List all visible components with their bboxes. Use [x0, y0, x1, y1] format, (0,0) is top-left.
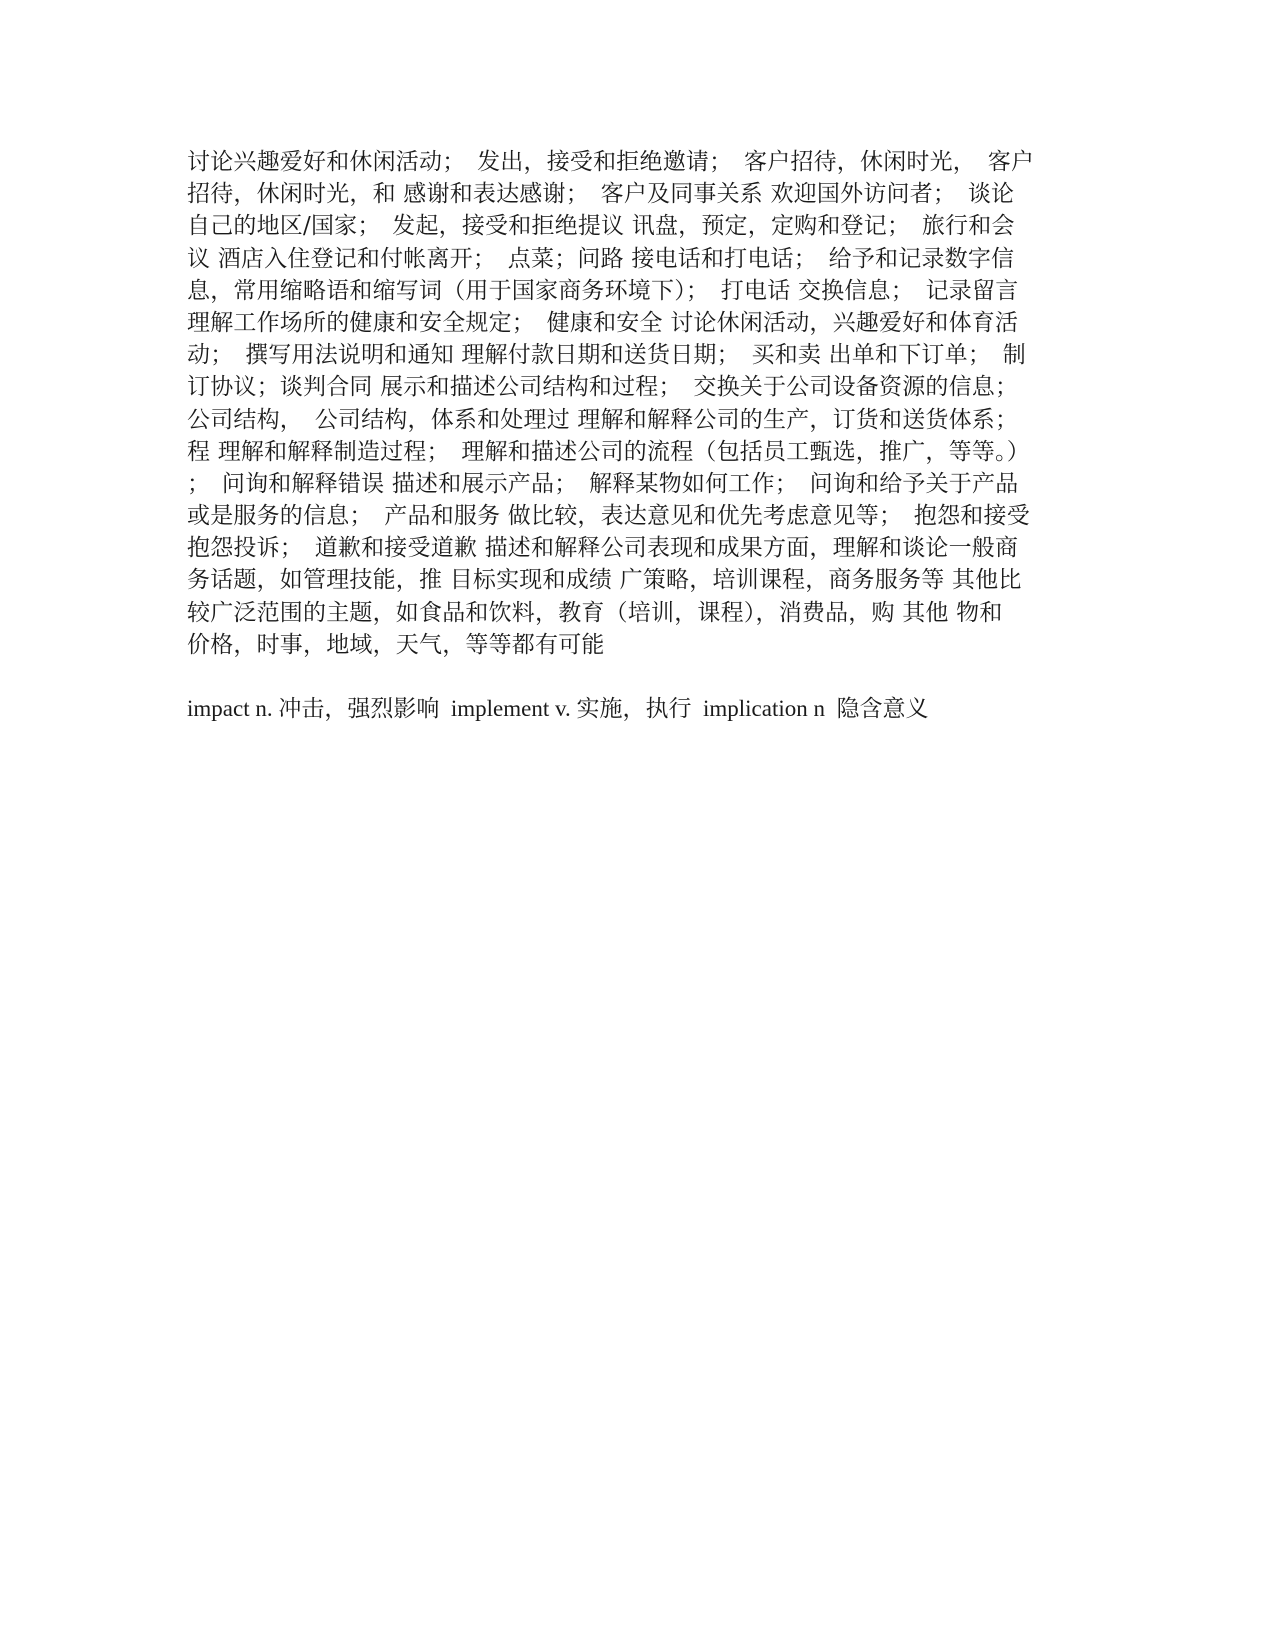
paragraph-line: 抱怨投诉； 道歉和接受道歉 描述和解释公司表现和成果方面，理解和谈论一般商 — [187, 535, 1019, 562]
paragraph-line: 息，常用缩略语和缩写词（用于国家商务环境下）； 打电话 交换信息； 记录留言 — [187, 277, 1019, 304]
vocabulary-line: impact n. 冲击，强烈影响 implement v. 实施，执行 implication n 隐含意义 — [187, 696, 929, 721]
paragraph-line: 讨论兴趣爱好和休闲活动； 发出，接受和拒绝邀请； 客户招待，休闲时光， 客户 — [187, 149, 1035, 175]
paragraph-line: 理解工作场所的健康和安全规定； 健康和安全 讨论休闲活动，兴趣爱好和体育活 — [187, 309, 1019, 336]
paragraph-line: 招待，休闲时光，和 感谢和表达感谢； 客户及同事关系 欢迎国外访问者； 谈论 — [187, 181, 1015, 208]
paragraph-line: 议 酒店入住登记和付帐离开； 点菜；问路 接电话和打电话； 给予和记录数字信 — [187, 245, 1015, 272]
paragraph-line: 公司结构， 公司结构，体系和处理过 理解和解释公司的生产，订货和送货体系； — [187, 406, 1019, 433]
paragraph-line: 较广泛范围的主题，如食品和饮料，教育（培训，课程），消费品，购 其他 物和 — [187, 599, 1003, 626]
paragraph-line: 动； 撰写用法说明和通知 理解付款日期和送货日期； 买和卖 出单和下订单； 制 — [187, 342, 1026, 369]
paragraph-line: 订协议；谈判合同 展示和描述公司结构和过程； 交换关于公司设备资源的信息； — [187, 374, 1019, 401]
paragraph-line: 或是服务的信息； 产品和服务 做比较，表达意见和优先考虑意见等； 抱怨和接受 — [187, 503, 1030, 530]
paragraph-line: ； 问询和解释错误 描述和展示产品； 解释某物如何工作； 问询和给予关于产品 — [187, 470, 1019, 497]
paragraph-line: 程 理解和解释制造过程； 理解和描述公司的流程（包括员工甄选，推广，等等。） — [187, 438, 1030, 465]
paragraph-line: 价格，时事，地域，天气，等等都有可能 — [187, 631, 605, 658]
body-paragraph — [187, 146, 1092, 661]
paragraph-line: 自己的地区/国家； 发起，接受和拒绝提议 讯盘，预定，定购和登记； 旅行和会 — [187, 213, 1015, 240]
paragraph-line: 务话题，如管理技能，推 目标实现和成绩 广策略，培训课程，商务服务等 其他比 — [187, 567, 1022, 594]
